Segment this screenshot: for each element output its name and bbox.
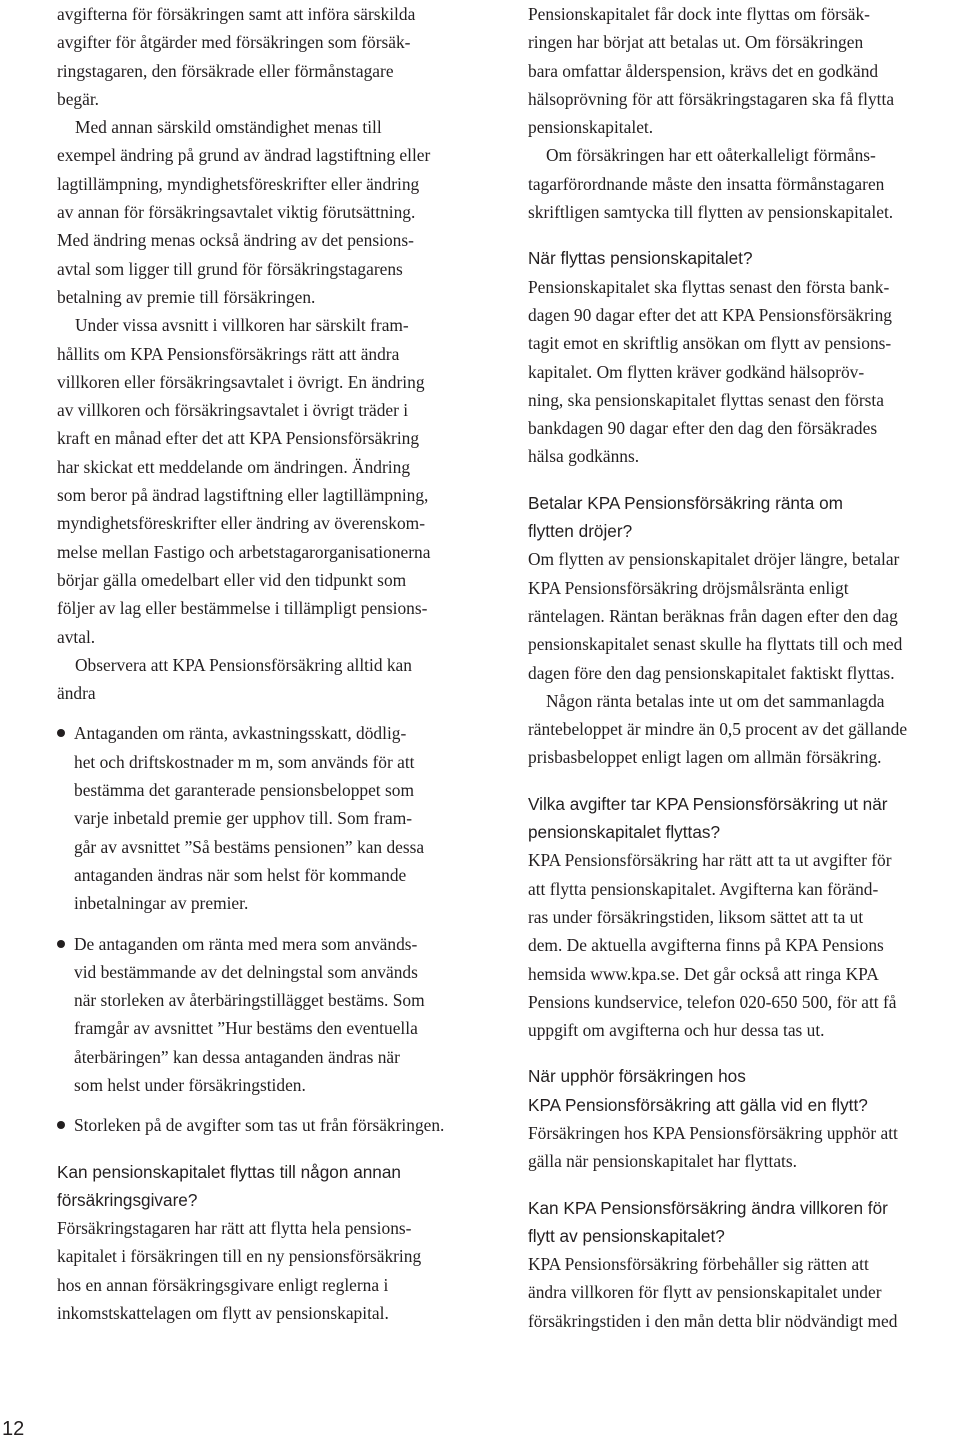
heading-line: flytt av pensionskapitalet? [528, 1225, 725, 1246]
text-line: antaganden ändras när som helst för kommande [74, 864, 407, 885]
text-line: framgår av avsnittet ”Hur bestäms den eventuella [74, 1018, 418, 1039]
heading-line: KPA Pensionsförsäkring att gälla vid en flytt? [528, 1094, 868, 1115]
paragraph [57, 651, 497, 708]
text-line: Försäkringen hos KPA Pensionsförsäkring upphör att [528, 1122, 898, 1143]
text-line: som beror på ändrad lagstiftning eller lagtillämpning, [57, 485, 429, 506]
text-line: ändra villkoren för flytt av pensionskapitalet under [528, 1282, 882, 1303]
text-line: som helst under försäkringstiden. [74, 1074, 306, 1095]
text-line: när storleken av återbäringstillägget bestäms. Som [74, 990, 425, 1011]
spacer [57, 1140, 497, 1152]
paragraph [528, 1119, 954, 1176]
text-line: går av avsnittet ”Så bestäms pensionen” kan dessa [74, 836, 425, 857]
text-line: bestämma det garanterade pensionsbeloppet som [74, 780, 414, 801]
text-line: myndighetsföreskrifter eller ändring av överenskom- [57, 513, 425, 534]
text-line: börjar gälla omedelbart eller vid den tidpunkt som [57, 569, 407, 590]
text-line: inbetalningar av premier. [74, 893, 249, 914]
text-line: Med ändring menas också ändring av det pensions- [57, 230, 414, 251]
text-line: hållits om KPA Pensionsförsäkrings rätt att ändra [57, 343, 400, 364]
paragraph [528, 545, 954, 686]
paragraph [57, 0, 497, 113]
paragraph [57, 113, 497, 311]
text-line: Om försäkringen har ett oåterkalleligt förmåns- [546, 145, 876, 166]
text-line: exempel ändring på grund av ändrad lagstiftning eller [57, 145, 431, 166]
text-line: kapitalet. Om flytten kräver godkänd hälsopröv- [528, 361, 865, 382]
text-line: Antaganden om ränta, avkastningsskatt, dödlig- [74, 723, 407, 744]
section-heading [528, 1194, 954, 1251]
text-line: räntebeloppet är mindre än 0,5 procent av det gällande [528, 719, 908, 740]
bullet-icon [57, 940, 65, 948]
text-line: hälsa godkänns. [528, 446, 640, 467]
text-line: dem. De aktuella avgifterna finns på KPA Pensions [528, 935, 884, 956]
text-line: inkomstskattelagen om flytt av pensionskapital. [57, 1303, 389, 1324]
spacer [528, 772, 954, 784]
paragraph [528, 0, 954, 141]
spacer [528, 1176, 954, 1188]
text-line: dagen 90 dagar efter det att KPA Pensionsförsäkring [528, 304, 892, 325]
text-line: avtal. [57, 626, 96, 647]
paragraph [528, 846, 954, 1044]
heading-line: flytten dröjer? [528, 521, 633, 542]
bullet-item [57, 930, 497, 1100]
text-line: begär. [57, 88, 100, 109]
text-line: tagit emot en skriftlig ansökan om flytt av pensions- [528, 333, 892, 354]
heading-line: pensionskapitalet flyttas? [528, 822, 721, 843]
section-heading [528, 790, 954, 847]
text-line: dagen före den dag pensionskapitalet faktiskt flyttas. [528, 662, 895, 683]
paragraph [528, 687, 954, 772]
text-line: avgifterna för försäkringen samt att införa särskilda [57, 4, 416, 24]
heading-line: försäkringsgivare? [57, 1189, 198, 1210]
text-line: hälsoprövning för att försäkringstagaren ska få flytta [528, 88, 895, 109]
text-line: gälla när pensionskapitalet har flyttats. [528, 1151, 797, 1172]
text-line: Försäkringstagaren har rätt att flytta hela pensions- [57, 1218, 412, 1239]
section-heading [528, 244, 954, 272]
text-line: ändra [57, 683, 96, 704]
paragraph [528, 1250, 954, 1335]
text-line: lagtillämpning, myndighetsföreskrifter eller ändring [57, 173, 420, 194]
spacer [528, 226, 954, 238]
text-line: hemsida www.kpa.se. Det går också att ringa KPA [528, 963, 879, 984]
text-line: av villkoren och försäkringsavtalet i övrigt träder i [57, 400, 409, 421]
paragraph [57, 311, 497, 651]
section-heading [528, 489, 954, 546]
heading-line: När upphör försäkringen hos [528, 1066, 746, 1087]
text-line: Om flytten av pensionskapitalet dröjer längre, betalar [528, 549, 900, 570]
heading-line: När flyttas pensionskapitalet? [528, 248, 753, 269]
page-number: 12 [2, 1418, 25, 1440]
text-line: kapitalet i försäkringen till en ny pensionsförsäkring [57, 1246, 422, 1267]
spacer [528, 1044, 954, 1056]
text-line: ringstagaren, den försäkrade eller förmånstagare [57, 60, 394, 81]
spacer [528, 471, 954, 483]
text-line: Någon ränta betalas inte ut om det sammanlagda [546, 690, 885, 711]
text-line: Pensions kundservice, telefon 020-650 500, för att få [528, 991, 897, 1012]
text-line: KPA Pensionsförsäkring förbehåller sig rätten att [528, 1254, 869, 1275]
text-line: att flytta pensionskapitalet. Avgifterna kan föränd- [528, 878, 879, 899]
text-line: pensionskapitalet senast skulle ha flyttats till och med [528, 634, 903, 655]
paragraph [528, 141, 954, 226]
text-line: varje inbetald premie ger upphov till. Som fram- [74, 808, 413, 829]
text-line: avgifter för åtgärder med försäkringen som försäk- [57, 32, 411, 53]
bullet-item [57, 1111, 497, 1139]
text-line: uppgift om avgifterna och hur dessa tas ut. [528, 1020, 825, 1041]
right-column [528, 0, 954, 1335]
spacer [57, 918, 497, 930]
section-heading [57, 1158, 497, 1215]
text-line: melse mellan Fastigo och arbetstagarorganisationerna [57, 541, 431, 562]
text-line: KPA Pensionsförsäkring dröjsmålsränta enligt [528, 577, 849, 598]
text-line: KPA Pensionsförsäkring har rätt att ta ut avgifter för [528, 850, 892, 871]
heading-line: Kan KPA Pensionsförsäkring ändra villkoren för [528, 1197, 888, 1218]
text-line: avtal som ligger till grund för försäkringstagarens [57, 258, 403, 279]
heading-line: Betalar KPA Pensionsförsäkring ränta om [528, 492, 843, 513]
bullet-item [57, 719, 497, 917]
text-line: betalning av premie till försäkringen. [57, 286, 316, 307]
text-line: Pensionskapitalet får dock inte flyttas om försäk- [528, 4, 870, 24]
bullet-icon [57, 1121, 65, 1129]
text-line: följer av lag eller bestämmelse i tillämpligt pensions- [57, 598, 428, 619]
text-line: Pensionskapitalet ska flyttas senast den första bank- [528, 276, 890, 297]
text-line: hos en annan försäkringsgivare enligt reglerna i [57, 1274, 389, 1295]
text-line: återbäringen” kan dessa antaganden ändras när [74, 1046, 400, 1067]
text-line: skriftligen samtycka till flytten av pensionskapitalet. [528, 202, 894, 223]
text-line: Observera att KPA Pensionsförsäkring alltid kan [75, 654, 412, 675]
spacer [57, 1099, 497, 1111]
paragraph [57, 1214, 497, 1327]
text-line: av annan för försäkringsavtalet viktig förutsättning. [57, 202, 416, 223]
heading-line: Kan pensionskapitalet flyttas till någon annan [57, 1161, 401, 1182]
left-column [57, 0, 497, 1327]
text-line: tagarförordnande måste den insatta förmånstagaren [528, 173, 885, 194]
text-line: kraft en månad efter det att KPA Pensionsförsäkring [57, 428, 420, 449]
text-line: vid bestämmande av det delningstal som används [74, 961, 418, 982]
text-line: ras under försäkringstiden, liksom sättet att ta ut [528, 906, 864, 927]
section-heading [528, 1062, 954, 1119]
text-line: Under vissa avsnitt i villkoren har särskilt fram- [75, 315, 409, 336]
text-line: villkoren eller försäkringsavtalet i övrigt. En ändring [57, 371, 425, 392]
text-line: försäkringstiden i den mån detta blir nödvändigt med [528, 1310, 898, 1331]
spacer [57, 707, 497, 719]
paragraph [528, 273, 954, 471]
text-line: De antaganden om ränta med mera som används- [74, 933, 418, 954]
text-line: ringen har börjat att betalas ut. Om försäkringen [528, 32, 864, 53]
text-line: räntelagen. Räntan beräknas från dagen efter den dag [528, 605, 898, 626]
text-line: Storleken på de avgifter som tas ut från försäkringen. [74, 1115, 445, 1136]
text-line: bankdagen 90 dagar efter den dag den försäkrades [528, 418, 878, 439]
text-line: ning, ska pensionskapitalet flyttas senast den första [528, 389, 884, 410]
text-line: har skickat ett meddelande om ändringen. Ändring [57, 456, 411, 477]
text-line: pensionskapitalet. [528, 117, 654, 138]
heading-line: Vilka avgifter tar KPA Pensionsförsäkring ut när [528, 793, 888, 814]
text-line: Med annan särskild omständighet menas till [75, 117, 382, 138]
text-line: prisbasbeloppet enligt lagen om allmän försäkring. [528, 747, 882, 768]
text-line: bara omfattar ålderspension, krävs det en godkänd [528, 60, 879, 81]
text-line: het och driftskostnader m m, som används för att [74, 751, 415, 772]
bullet-icon [57, 729, 65, 737]
